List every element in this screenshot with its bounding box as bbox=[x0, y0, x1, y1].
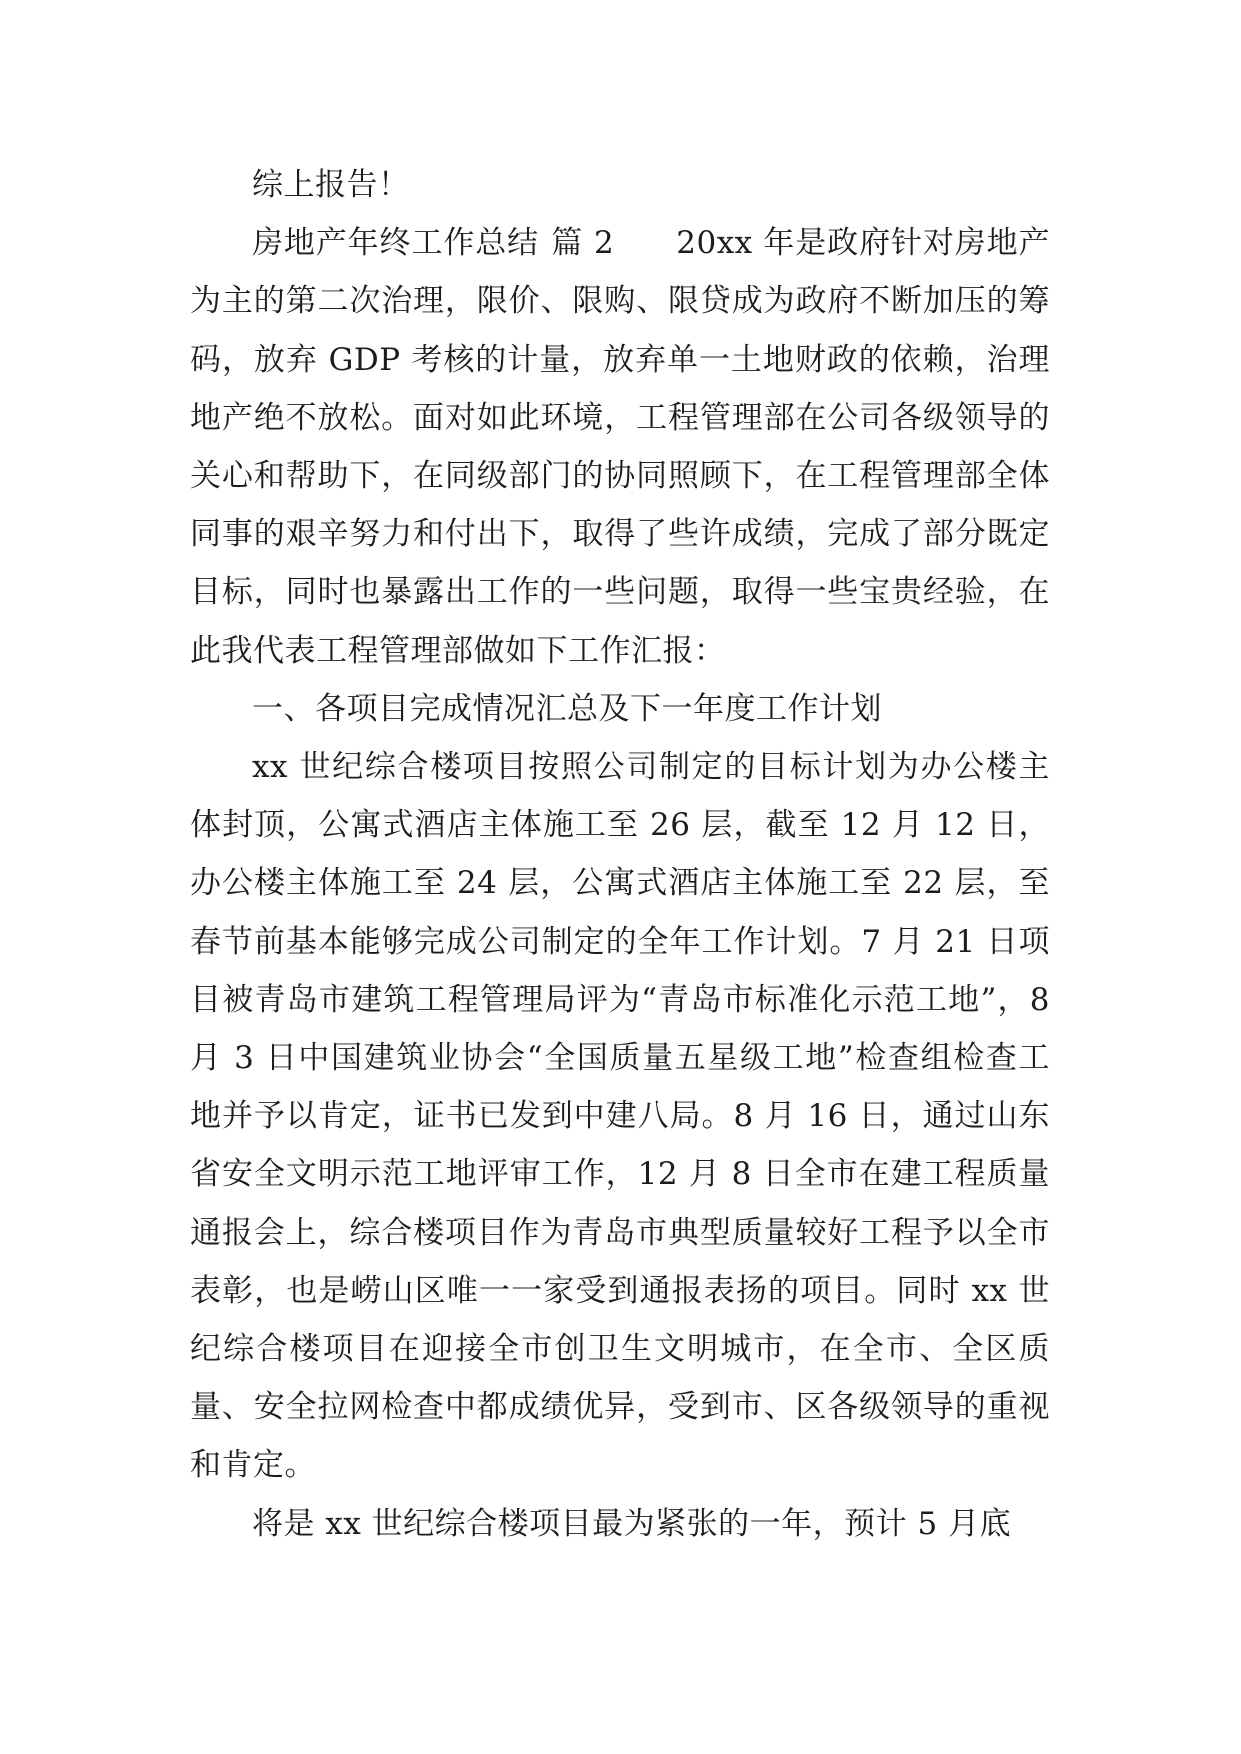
paragraph-project-text: xx 世纪综合楼项目按照公司制定的目标计划为办公楼主体封顶，公寓式酒店主体施工至 26 层，截至 12 月 12 日，办公楼主体施工至 24 层，公寓式酒店主体施工至 22 层，至春节前基本能够完成公司制定的全年工作计划。7 月 21 日项目被青岛市建筑工程管理局评为“青岛市标准化示范工地”，8 月 3 日中国建筑业协会“全国质量五星级工地”检查组检查工地并予以肯定，证书已发到中建八局。8 月 16 日，通过山东省安全文明示范工地评审工作，12 月 8 日全市在建工程质量通报会上，综合楼项目作为青岛市典型质量较好工程予以全市表彰，也是崂山区唯一一家受到通报表扬的项目。同时 xx 世纪综合楼项目在迎接全市创卫生文明城市，在全市、全区质量、安全拉网检查中都成绩优异，受到市、区各级领导的重视和肯定。 bbox=[190, 749, 1050, 1484]
paragraph-intro-text: 20xx 年是政府针对房地产为主的第二次治理，限价、限购、限贷成为政府不断加压的筹码，放弃 GDP 考核的计量，放弃单一土地财政的依赖，治理地产绝不放松。面对如此环境，工程管理部在公司各级领导的关心和帮助下，在同级部门的协同照顾下，在工程管理部全体同事的艰辛努力和付出下，取得了些许成绩，完成了部分既定目标，同时也暴露出工作的一些问题，取得一些宝贵经验，在此我代表工程管理部做如下工作汇报： bbox=[190, 225, 1051, 669]
section-number: 篇 2 bbox=[551, 225, 615, 262]
paragraph-intro bbox=[190, 214, 1050, 680]
section-heading bbox=[190, 680, 1050, 738]
closing-line bbox=[190, 156, 1050, 214]
closing-line-text: 综上报告！ bbox=[252, 167, 410, 203]
paragraph-project bbox=[190, 738, 1050, 1495]
paragraph-next bbox=[190, 1495, 1050, 1553]
document-body bbox=[190, 156, 1050, 1553]
section-heading-text: 一、各项目完成情况汇总及下一年度工作计划 bbox=[252, 690, 882, 727]
paragraph-next-text: 将是 xx 世纪综合楼项目最为紧张的一年，预计 5 月底 bbox=[252, 1505, 1012, 1542]
section-title: 房地产年终工作总结 bbox=[252, 225, 539, 262]
